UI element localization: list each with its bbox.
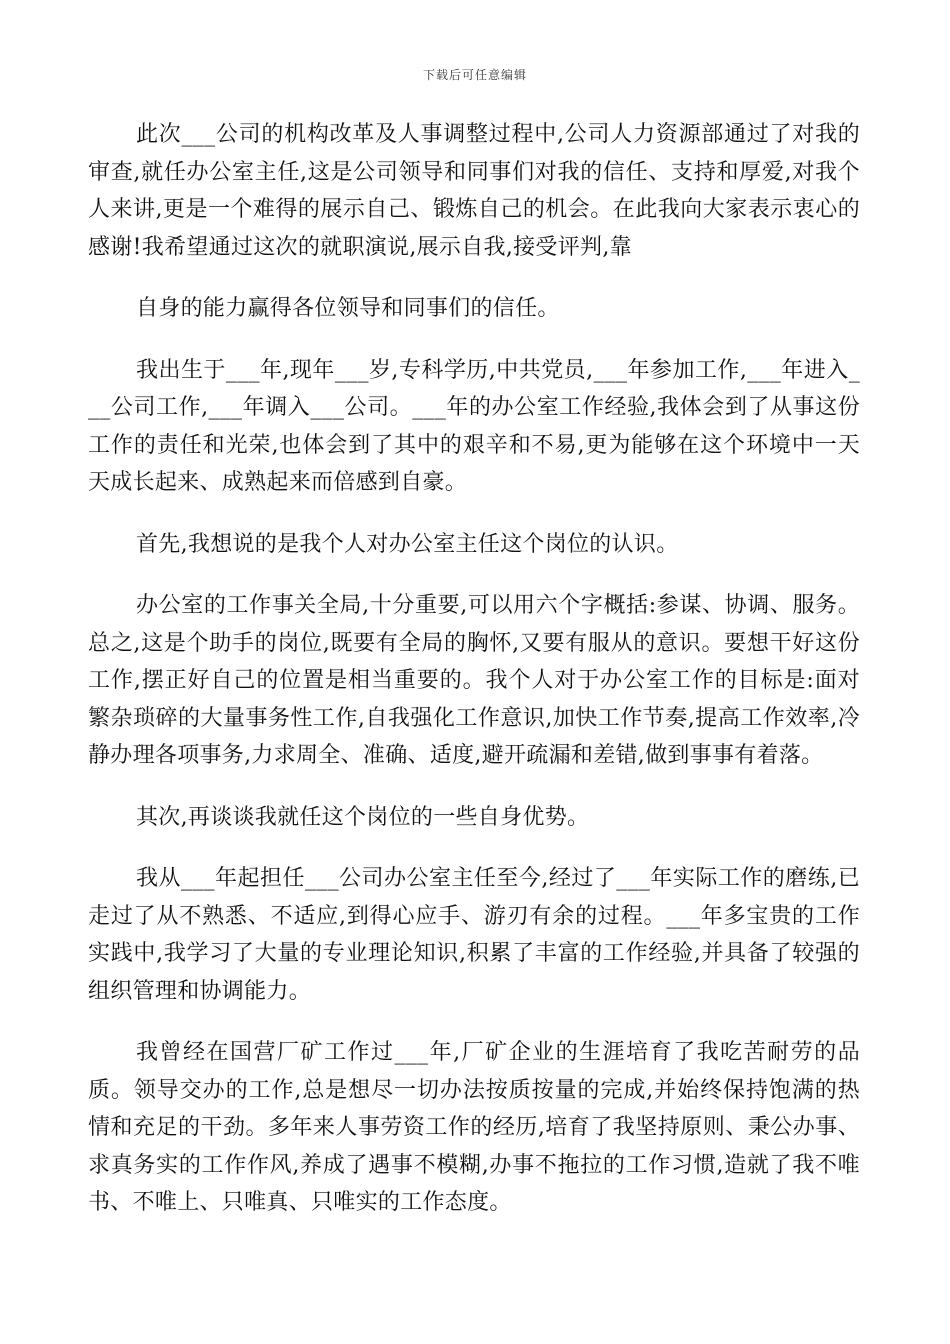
paragraph: 办公室的工作事关全局,十分重要,可以用六个字概括:参谋、协调、服务。总之,这是个助手的岗位,既要有全局的胸怀,又要有服从的意识。要想干好这份工作,摆正好自己的位置是相当重要的。我个人对于办公室工作的目标是:面对繁杂琐碎的大量事务性工作,自我强化工作意识,加快工作节奏,提高工作效率,冷静办理各项事务,力求周全、准确、适度,避开疏漏和差错,做到事事有着落。 (88, 593, 860, 768)
paragraph: 我出生于___年,现年___岁,专科学历,中共党员,___年参加工作,___年进入___公司工作,___年调入___公司。___年的办公室工作经验,我体会到了从事这份工作的责任和光荣,也体会到了其中的艰辛和不易,更为能够在这个环境中一天天成长起来、成熟起来而倍感到自豪。 (88, 357, 860, 495)
paragraph: 我曾经在国营厂矿工作过___年,厂矿企业的生涯培育了我吃苦耐劳的品质。领导交办的工作,总是想尽一切办法按质按量的完成,并始终保持饱满的热情和充足的干劲。多年来人事劳资工作的经历,培育了我坚持原则、秉公办事、求真务实的工作作风,养成了遇事不模糊,办事不拖拉的工作习惯,造就了我不唯书、不唯上、只唯真、只唯实的工作态度。 (88, 1040, 860, 1215)
paragraph: 自身的能力赢得各位领导和同事们的信任。 (136, 296, 560, 321)
paragraph: 首先,我想说的是我个人对办公室主任这个岗位的认识。 (136, 531, 679, 557)
paragraph: 此次___公司的机构改革及人事调整过程中,公司人力资源部通过了对我的审查,就任办公室主任,这是公司领导和同事们对我的信任、支持和厚爱,对我个人来讲,更是一个难得的展示自己、锻炼自己的机会。在此我向大家表示衷心的感谢!我希望通过这次的就职演说,展示自我,接受评判,靠 (88, 122, 860, 260)
paragraph: 我从___年起担任___公司办公室主任至今,经过了___年实际工作的磨练,已走过了从不熟悉、不适应,到得心应手、游刃有余的过程。___年多宝贵的工作实践中,我学习了大量的专业理论知识,积累了丰富的工作经验,并具备了较强的组织管理和协调能力。 (88, 866, 860, 1004)
document-body (88, 116, 860, 1246)
header-note: 下载后可任意编辑 (422, 68, 527, 82)
paragraph: 其次,再谈谈我就任这个岗位的一些自身优势。 (136, 804, 590, 830)
